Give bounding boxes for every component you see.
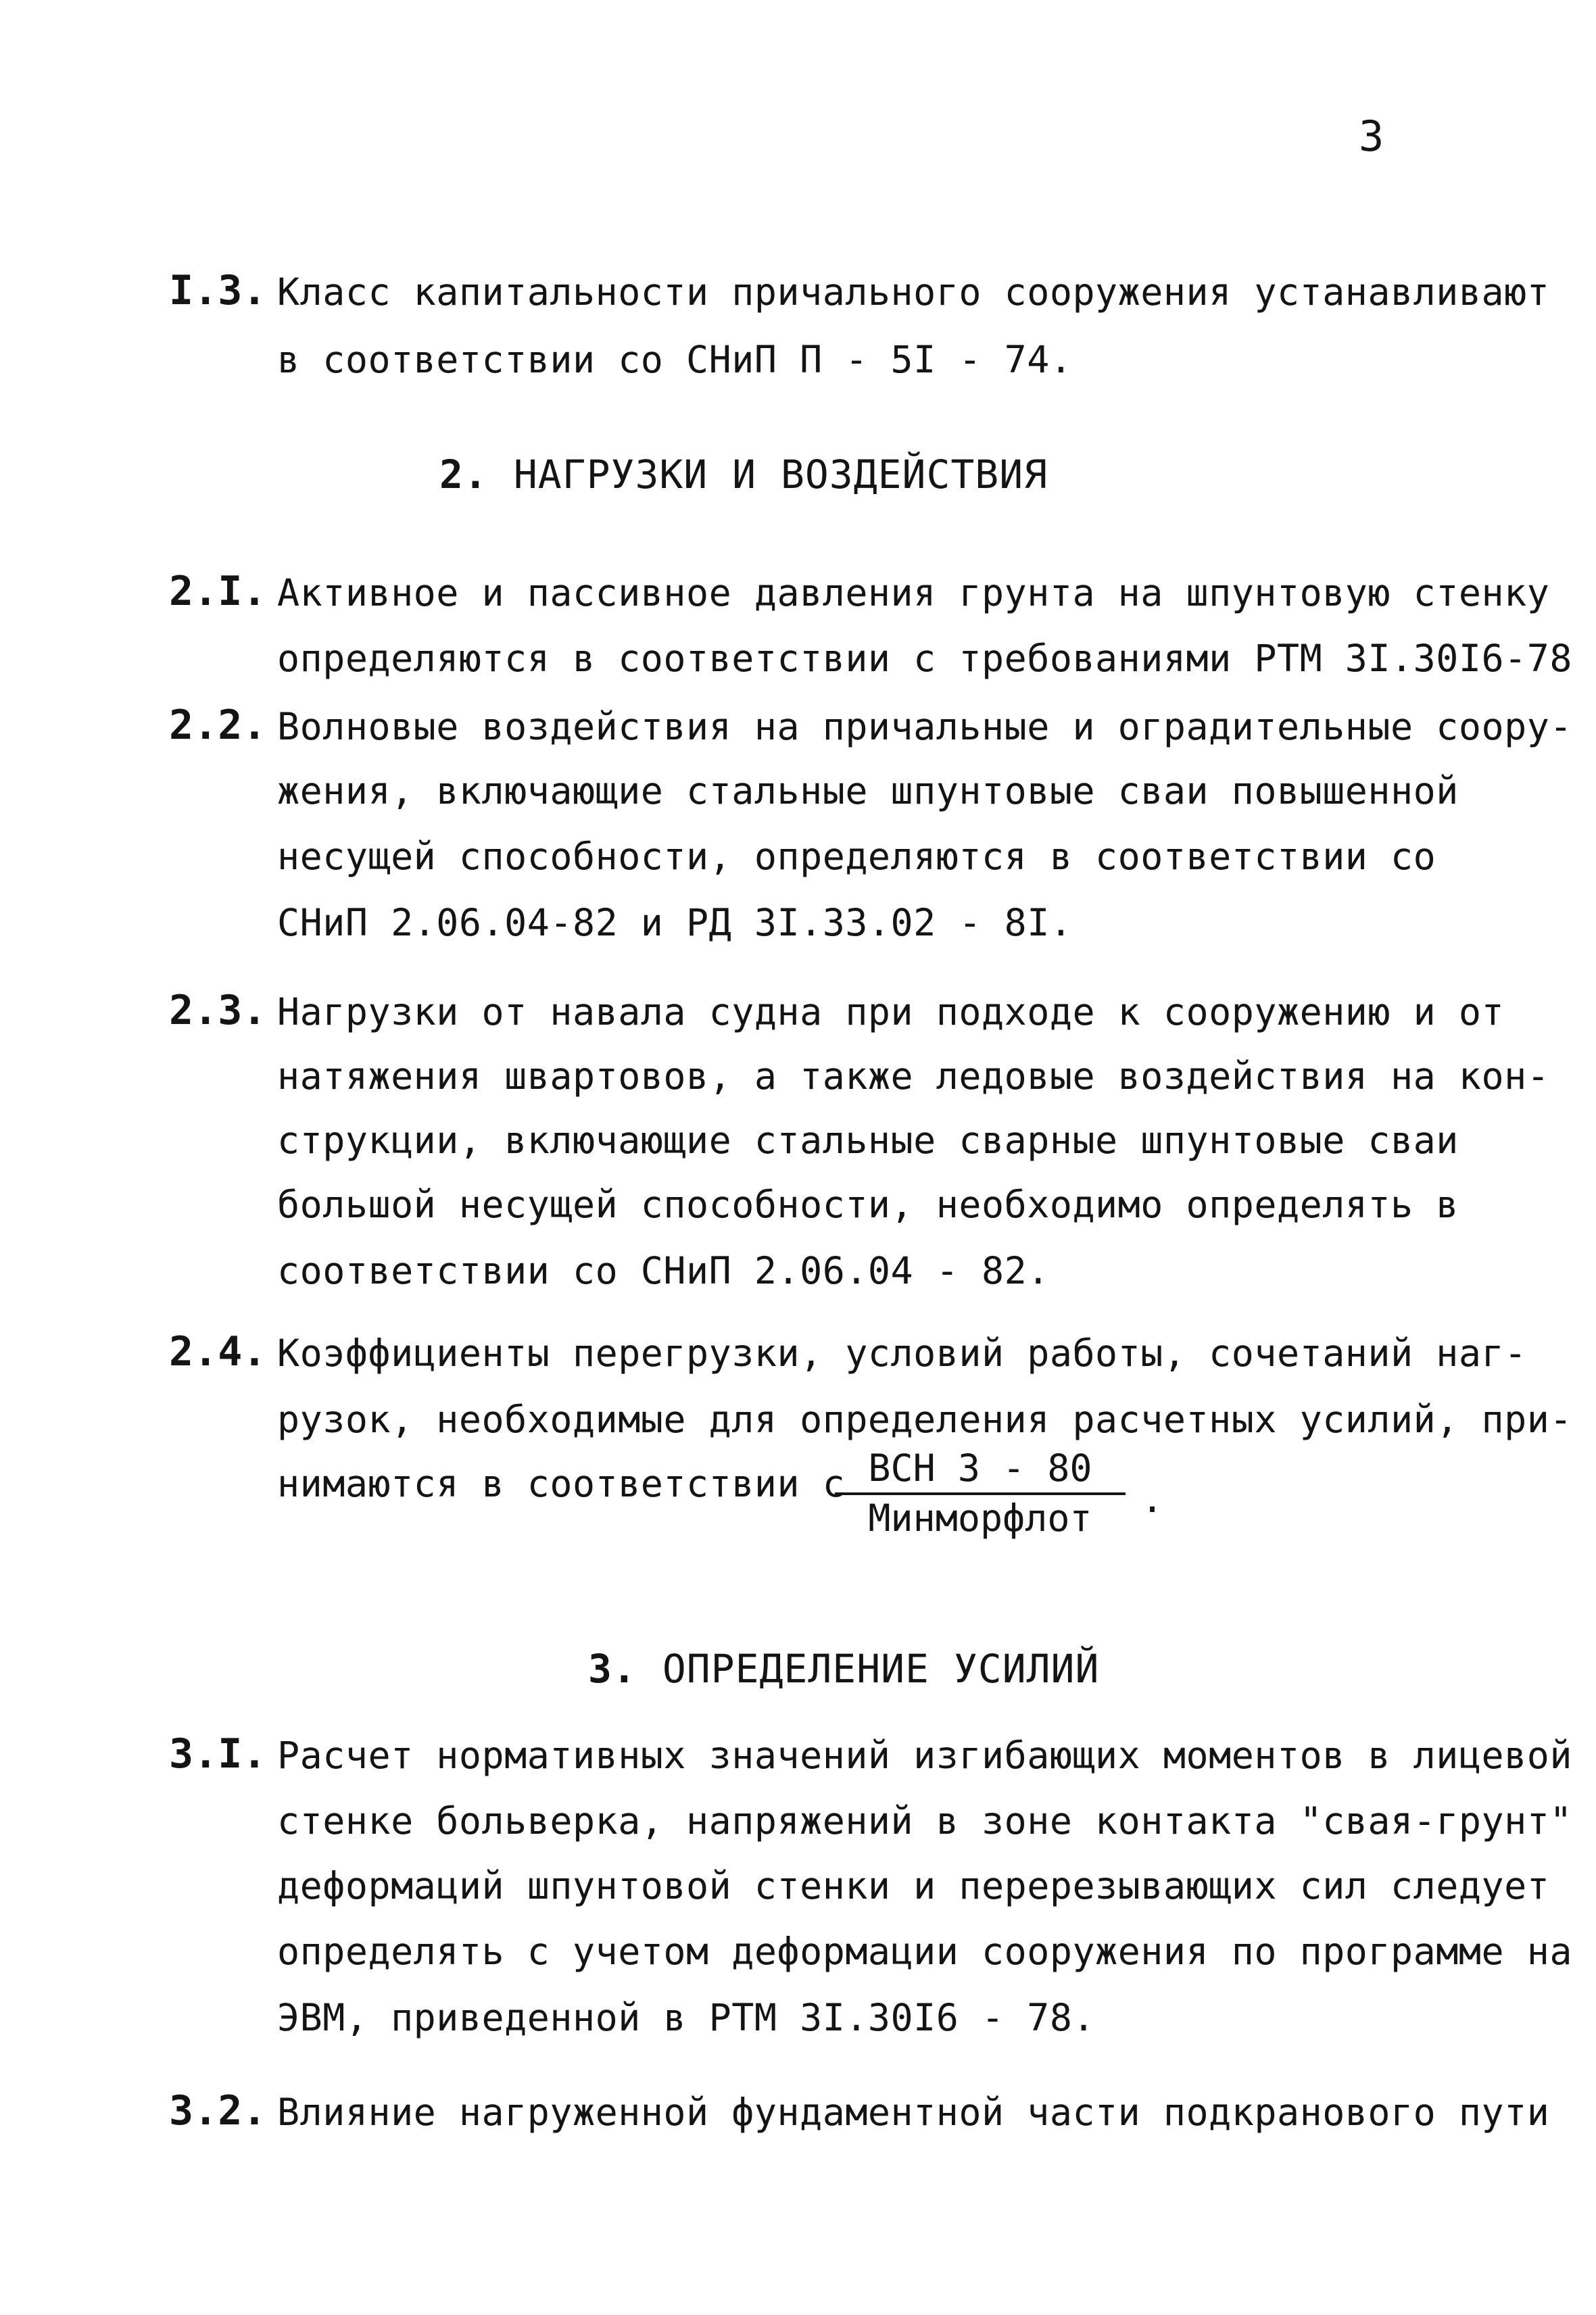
section-number-1-3: I.3. (169, 267, 267, 314)
paragraph-line: определять с учетом деформации сооружения по программе на (277, 1930, 1572, 1973)
paragraph-line: деформаций шпунтовой стенки и перерезывающих сил следует (277, 1864, 1550, 1907)
paragraph-line: нимаются в соответствии с (277, 1462, 846, 1505)
paragraph-line: Активное и пассивное давления грунта на шпунтовую стенку (277, 571, 1550, 614)
paragraph-line: рузок, необходимые для определения расчетных усилий, при- (277, 1398, 1572, 1441)
heading-title: ОПРЕДЕЛЕНИЕ УСИЛИЙ (662, 1646, 1100, 1692)
paragraph-line: определяются в соответствии с требованиями РТМ 3I.30I6-78 (277, 637, 1572, 680)
fraction-denominator: Минморфлот (868, 1496, 1092, 1540)
section-number-3-1: 3.I. (169, 1730, 267, 1778)
fraction-period: . (1141, 1478, 1164, 1521)
section-heading-2 (439, 452, 1048, 497)
heading-title: НАГРУЗКИ И ВОЗДЕЙСТВИЯ (513, 452, 1048, 497)
paragraph-line: несущей способности, определяются в соответствии со (277, 835, 1436, 878)
paragraph-line: Нагрузки от навала судна при подходе к сооружению и от (277, 990, 1505, 1033)
fraction-numerator: ВСН 3 - 80 (835, 1446, 1126, 1495)
section-number-3-2: 3.2. (169, 2087, 267, 2135)
heading-number: 3. (588, 1646, 637, 1692)
paragraph-line: ЭВМ, приведенной в РТМ 3I.30I6 - 78. (277, 1996, 1096, 2039)
heading-number: 2. (439, 452, 488, 497)
paragraph-line: натяжения швартовов, а также ледовые воздействия на кон- (277, 1054, 1550, 1098)
paragraph-line: Коэффициенты перегрузки, условий работы, сочетаний наг- (277, 1332, 1527, 1375)
paragraph-line: СНиП 2.06.04-82 и РД 3I.33.02 - 8I. (277, 901, 1073, 944)
paragraph-line: в соответствии со СНиП П - 5I - 74. (277, 338, 1073, 381)
document-reference-fraction (835, 1446, 1126, 1540)
section-number-2-1: 2.I. (169, 568, 267, 615)
section-heading-3 (588, 1646, 1099, 1692)
paragraph-line: Волновые воздействия на причальные и оградительные соору- (277, 705, 1572, 748)
paragraph-line: большой несущей способности, необходимо определять в (277, 1183, 1459, 1226)
paragraph-line: стенке больверка, напряжений в зоне контакта "свая-грунт" (277, 1799, 1572, 1843)
paragraph-line: жения, включающие стальные шпунтовые сваи повышенной (277, 769, 1459, 812)
paragraph-line: соответствии со СНиП 2.06.04 - 82. (277, 1249, 1050, 1292)
section-number-2-4: 2.4. (169, 1328, 267, 1375)
section-number-2-3: 2.3. (169, 987, 267, 1034)
paragraph-line: Расчет нормативных значений изгибающих моментов в лицевой (277, 1734, 1572, 1777)
paragraph-line: Влияние нагруженной фундаментной части подкранового пути (277, 2091, 1550, 2134)
section-number-2-2: 2.2. (169, 702, 267, 749)
paragraph-line: струкции, включающие стальные сварные шпунтовые сваи (277, 1119, 1459, 1162)
page-number: 3 (1359, 112, 1384, 161)
paragraph-line: Класс капитальности причального сооружения устанавливают (277, 270, 1550, 314)
